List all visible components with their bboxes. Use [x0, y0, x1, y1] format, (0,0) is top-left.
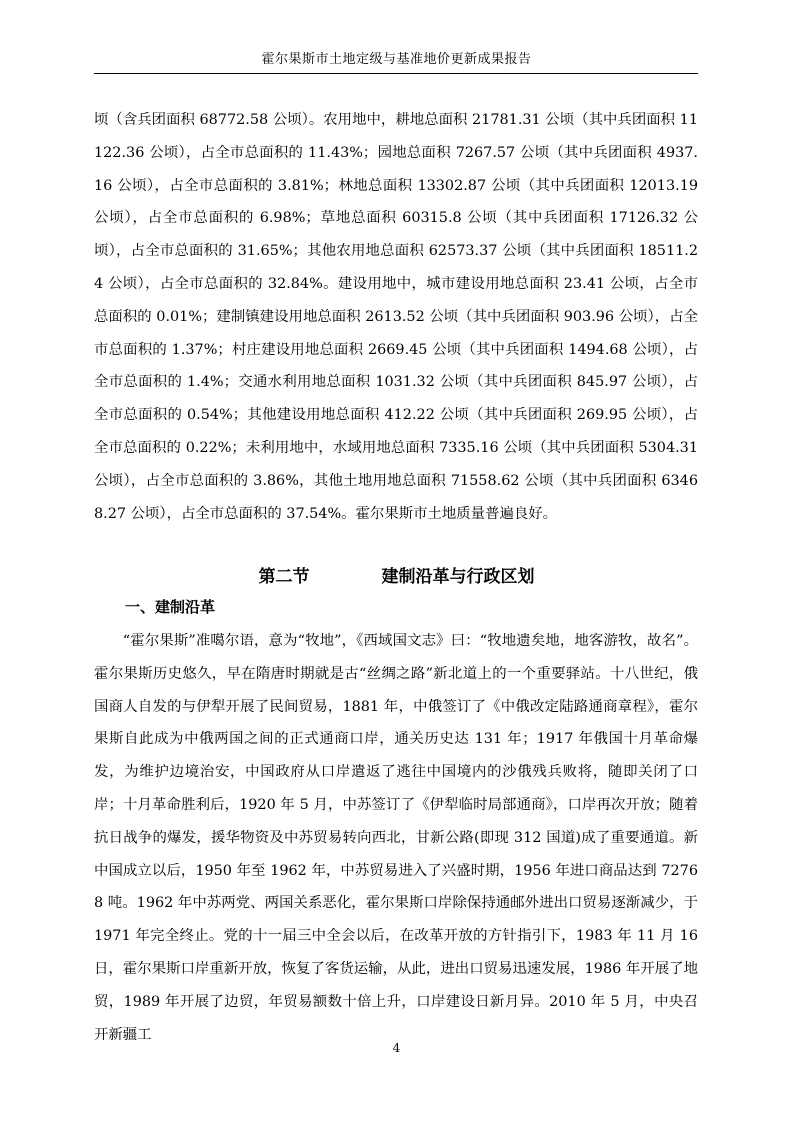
section-number: 第二节	[258, 567, 310, 587]
section-heading	[0, 564, 793, 590]
running-header-title: 霍尔果斯市土地定级与基准地价更新成果报告	[261, 52, 532, 67]
section-title: 建制沿革与行政区划	[381, 567, 535, 587]
subsection-heading: 一、建制沿革	[125, 598, 216, 616]
header-divider	[94, 73, 698, 74]
body-paragraph-history: “霍尔果斯”准噶尔语，意为“牧地”，《西域国文志》曰：“牧地遗矣地，地客游牧，故名”。霍尔果斯历史悠久，早在隋唐时期就是古“丝绸之路”新北道上的一个重要驿站。十八世纪，俄国商人自发的与伊犁开展了民间贸易，1881 年，中俄签订了《中俄改定陆路通商章程》，霍尔果斯自此成为中俄两国之间的正式通商口岸，通关历史达 131 年；1917 年俄国十月革命爆发，为维护边境治安，中国政府从口岸遣返了逃往中国境内的沙俄残兵败将，随即关闭了口岸；十月革命胜利后，1920 年 5 月，中苏签订了《伊犁临时局部通商》，口岸再次开放；随着抗日战争的爆发，援华物资及中苏贸易转向西北，甘新公路(即现 312 国道)成了重要通道。新中国成立以后，1950 年至 1962 年，中苏贸易进入了兴盛时期，1956 年进口商品达到 72768 吨。1962 年中苏两党、两国关系恶化，霍尔果斯口岸除保持通邮外进出口贸易逐渐减少，于 1971 年完全终止。党的十一届三中全会以后，在改革开放的方针指引下，1983 年 11 月 16 日，霍尔果斯口岸重新开放，恢复了客货运输，从此，进出口贸易迅速发展，1986 年开展了地贸，1989 年开展了边贸，年贸易额数十倍上升，口岸建设日新月异。2010 年 5 月，中央召开新疆工	[94, 633, 698, 1043]
page-number: 4	[392, 1041, 401, 1055]
body-paragraph-land-use: 顷（含兵团面积 68772.58 公顷）。农用地中，耕地总面积 21781.31 公顷（其中兵团面积 11122.36 公顷），占全市总面积的 11.43%；园地总面积 7267.57 公顷（其中兵团面积 4937.16 公顷），占全市总面积的 3.81%；林地总面积 13302.87 公顷（其中兵团面积 12013.19 公顷），占全市总面积的 6.98%；草地总面积 60315.8 公顷（其中兵团面积 17126.32 公顷），占全市总面积的 31.65%；其他农用地总面积 62573.37 公顷（其中兵团面积 18511.24 公顷），占全市总面积的 32.84%。建设用地中，城市建设用地总面积 23.41 公顷，占全市总面积的 0.01%；建制镇建设用地总面积 2613.52 公顷（其中兵团面积 903.96 公顷），占全市总面积的 1.37%；村庄建设用地总面积 2669.45 公顷（其中兵团面积 1494.68 公顷），占全市总面积的 1.4%；交通水利用地总面积 1031.32 公顷（其中兵团面积 845.97 公顷），占全市总面积的 0.54%；其他建设用地总面积 412.22 公顷（其中兵团面积 269.95 公顷），占全市总面积的 0.22%；未利用地中，水域用地总面积 7335.16 公顷（其中兵团面积 5304.31 公顷），占全市总面积的 3.86%，其他土地用地总面积 71558.62 公顷（其中兵团面积 63468.27 公顷），占全市总面积的 37.54%。霍尔果斯市土地质量普遍良好。	[94, 112, 698, 522]
